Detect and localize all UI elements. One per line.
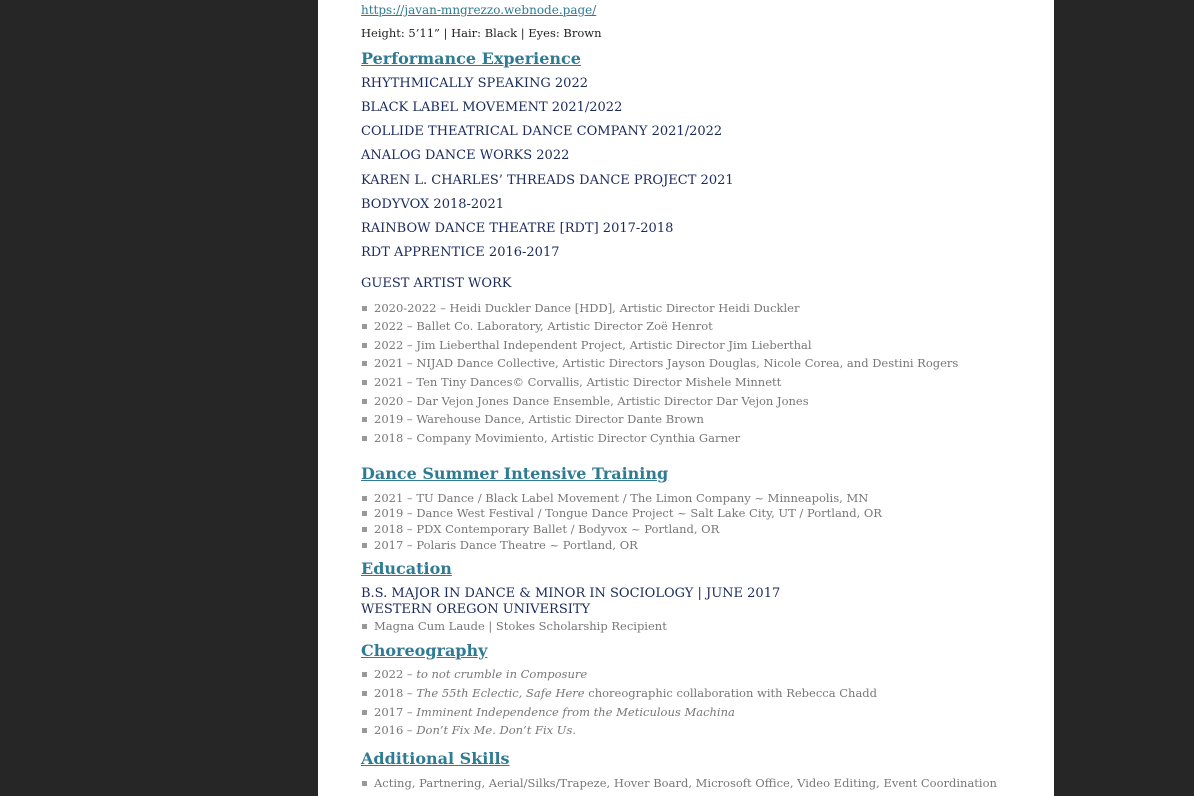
bullet-icon — [362, 324, 367, 329]
heading-summer-intensive: Dance Summer Intensive Training — [361, 464, 669, 483]
performance-item: RAINBOW DANCE THEATRE [RDT] 2017-2018 — [361, 221, 674, 236]
bullet-icon — [362, 380, 367, 385]
list-item: 2022 – to not crumble in Composure — [361, 667, 587, 681]
performance-item: RHYTHMICALLY SPEAKING 2022 — [361, 76, 588, 91]
bullet-icon — [362, 511, 367, 516]
heading-performance: Performance Experience — [361, 49, 581, 68]
bullet-icon — [362, 361, 367, 366]
performance-item: COLLIDE THEATRICAL DANCE COMPANY 2021/2022 — [361, 124, 723, 139]
heading-additional-skills: Additional Skills — [361, 749, 510, 768]
website-link[interactable]: https://javan-mngrezzo.webnode.page/ — [361, 3, 597, 17]
list-item: 2018 – PDX Contemporary Ballet / Bodyvox ~ Portland, OR — [361, 522, 719, 536]
school: WESTERN OREGON UNIVERSITY — [361, 602, 591, 617]
list-item: 2021 – Ten Tiny Dances© Corvallis, Artistic Director Mishele Minnett — [361, 375, 781, 389]
bullet-icon — [362, 399, 367, 404]
performance-item: KAREN L. CHARLES’ THREADS DANCE PROJECT 2021 — [361, 173, 734, 188]
bullet-icon — [362, 496, 367, 501]
guest-artist-heading: GUEST ARTIST WORK — [361, 276, 512, 291]
bullet-icon — [362, 710, 367, 715]
list-item: 2020-2022 – Heidi Duckler Dance [HDD], Artistic Director Heidi Duckler — [361, 301, 799, 315]
heading-education: Education — [361, 559, 452, 578]
heading-choreography: Choreography — [361, 641, 488, 660]
bullet-icon — [362, 543, 367, 548]
bullet-icon — [362, 624, 367, 629]
list-item: 2018 – Company Movimiento, Artistic Director Cynthia Garner — [361, 431, 740, 445]
list-item: 2019 – Dance West Festival / Tongue Dance Project ~ Salt Lake City, UT / Portland, OR — [361, 506, 882, 520]
degree: B.S. MAJOR IN DANCE & MINOR IN SOCIOLOGY | JUNE 2017 — [361, 586, 781, 601]
bullet-icon — [362, 417, 367, 422]
list-item: 2021 – NIJAD Dance Collective, Artistic Directors Jayson Douglas, Nicole Corea, and Destini Rogers — [361, 356, 958, 370]
performance-item: RDT APPRENTICE 2016-2017 — [361, 245, 560, 260]
performance-item: BLACK LABEL MOVEMENT 2021/2022 — [361, 100, 623, 115]
document-page — [318, 0, 1054, 796]
bullet-icon — [362, 306, 367, 311]
bullet-icon — [362, 436, 367, 441]
bullet-icon — [362, 691, 367, 696]
bullet-icon — [362, 527, 367, 532]
list-item: 2021 – TU Dance / Black Label Movement / The Limon Company ~ Minneapolis, MN — [361, 491, 868, 505]
physical-stats: Height: 5’11” | Hair: Black | Eyes: Brown — [361, 26, 602, 40]
list-item: 2022 – Ballet Co. Laboratory, Artistic Director Zoë Henrot — [361, 319, 713, 333]
performance-item: BODYVOX 2018-2021 — [361, 197, 504, 212]
list-item: Acting, Partnering, Aerial/Silks/Trapeze, Hover Board, Microsoft Office, Video Editing, Event Coordination — [361, 776, 997, 790]
bullet-icon — [362, 343, 367, 348]
list-item: 2017 – Imminent Independence from the Meticulous Machina — [361, 705, 735, 719]
list-item: 2022 – Jim Lieberthal Independent Project, Artistic Director Jim Lieberthal — [361, 338, 812, 352]
performance-item: ANALOG DANCE WORKS 2022 — [361, 148, 570, 163]
bullet-icon — [362, 728, 367, 733]
list-item: 2018 – The 55th Eclectic, Safe Here choreographic collaboration with Rebecca Chadd — [361, 686, 877, 700]
list-item: 2019 – Warehouse Dance, Artistic Director Dante Brown — [361, 412, 704, 426]
list-item: 2017 – Polaris Dance Theatre ~ Portland, OR — [361, 538, 638, 552]
bullet-icon — [362, 781, 367, 786]
bullet-icon — [362, 672, 367, 677]
list-item: Magna Cum Laude | Stokes Scholarship Recipient — [361, 619, 667, 633]
list-item: 2016 – Don’t Fix Me. Don’t Fix Us. — [361, 723, 576, 737]
list-item: 2020 – Dar Vejon Jones Dance Ensemble, Artistic Director Dar Vejon Jones — [361, 394, 809, 408]
